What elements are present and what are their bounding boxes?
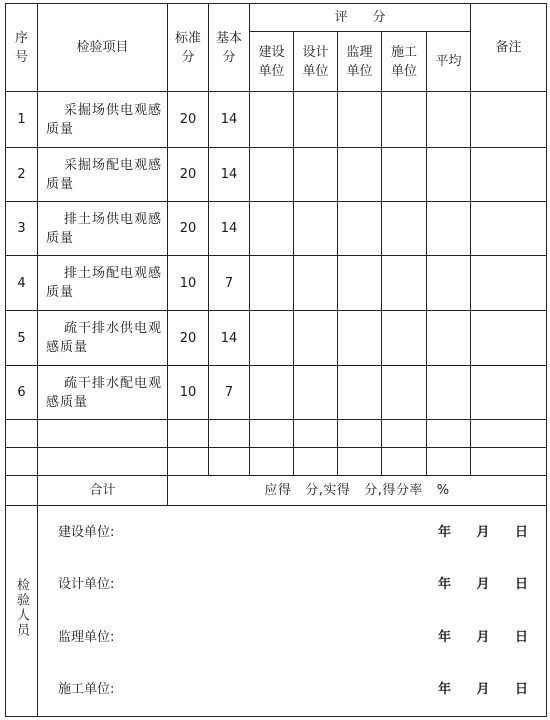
empty-row [6,448,547,476]
score-cell[interactable] [427,256,471,311]
row-base: 14 [209,92,250,148]
inspectors-row [6,506,547,717]
row-item [38,202,168,256]
empty-cell[interactable] [250,420,294,448]
header-scoring-text: 评 分 [334,10,386,25]
row-no: 1 [6,92,38,148]
score-cell[interactable] [294,148,338,202]
score-table [5,3,547,717]
row-no: 3 [6,202,38,256]
header-average: 平均 [427,32,471,92]
row-item [38,311,168,366]
row-base: 7 [209,256,250,311]
score-cell[interactable] [250,92,294,148]
row-std: 10 [168,256,209,311]
score-cell[interactable] [250,148,294,202]
empty-cell[interactable] [250,448,294,476]
month-label: 月 [476,629,490,645]
empty-cell[interactable] [38,448,168,476]
inspector-label: 监理单位: [58,629,115,645]
score-cell[interactable] [294,256,338,311]
header-seq [6,4,38,92]
score-cell[interactable] [294,366,338,420]
row-no: 5 [6,311,38,366]
inspector-lines [38,506,546,716]
empty-cell[interactable] [209,420,250,448]
row-item [38,92,168,148]
table-row [6,92,547,148]
score-cell[interactable] [427,366,471,420]
header-std-score [168,4,209,92]
row-item-text: 排土场配电观感质量 [46,266,163,300]
year-label: 年 [438,577,452,593]
header-unit-build-text: 建设单位 [258,44,285,79]
row-base: 14 [209,311,250,366]
score-cell[interactable] [427,202,471,256]
inspector-line-supervise[interactable] [38,611,546,664]
row-item-text: 排土场供电观感质量 [46,211,163,246]
year-label: 年 [438,629,452,645]
empty-cell[interactable] [427,420,471,448]
remark-cell[interactable] [471,366,547,420]
empty-cell[interactable] [209,448,250,476]
remark-cell[interactable] [471,311,547,366]
score-cell[interactable] [427,148,471,202]
empty-cell[interactable] [6,420,38,448]
row-std: 20 [168,202,209,256]
inspector-label: 建设单位: [58,524,115,540]
empty-cell[interactable] [168,420,209,448]
header-unit-supervise [338,32,382,92]
empty-cell[interactable] [427,448,471,476]
header-unit-construct [382,32,427,92]
score-cell[interactable] [427,92,471,148]
score-cell[interactable] [338,202,382,256]
table-row [6,366,547,420]
header-unit-design-text: 设计单位 [302,44,329,79]
month-label: 月 [476,577,490,593]
row-base: 14 [209,202,250,256]
total-summary [168,476,547,506]
inspector-label: 设计单位: [58,577,115,593]
remark-cell[interactable] [471,202,547,256]
day-label: 日 [514,577,528,593]
inspector-line-build[interactable] [38,506,546,559]
score-cell[interactable] [427,311,471,366]
row-std: 20 [168,311,209,366]
empty-cell[interactable] [38,420,168,448]
total-summary-text: 应得 分,实得 分,得分率 % [264,483,450,498]
remark-cell[interactable] [471,256,547,311]
header-base-score [209,4,250,92]
inspectors-side [6,506,38,717]
row-item [38,256,168,311]
header-unit-design [294,32,338,92]
empty-cell[interactable] [382,420,427,448]
header-base-score-text: 基本分 [215,30,242,65]
score-cell[interactable] [382,366,427,420]
inspector-line-construct[interactable] [38,664,546,717]
row-item [38,148,168,202]
table-row [6,148,547,202]
day-label: 日 [514,629,528,645]
header-unit-construct-text: 施工单位 [390,44,417,79]
row-item-text: 疏干排水配电观感质量 [46,375,163,410]
empty-cell[interactable] [338,448,382,476]
table-row [6,256,547,311]
inspectors-side-label: 检验人员 [14,578,29,638]
header-std-score-text: 标准分 [174,30,201,65]
row-no: 6 [6,366,38,420]
score-cell[interactable] [250,202,294,256]
score-cell[interactable] [382,92,427,148]
header-unit-supervise-text: 监理单位 [346,44,373,79]
inspector-line-design[interactable] [38,559,546,612]
table-row [6,311,547,366]
score-cell[interactable] [250,366,294,420]
score-cell[interactable] [338,256,382,311]
row-no: 4 [6,256,38,311]
score-cell[interactable] [338,92,382,148]
score-cell[interactable] [250,256,294,311]
row-base: 14 [209,148,250,202]
row-item [38,366,168,420]
table-row [6,202,547,256]
row-std: 20 [168,92,209,148]
header-scoring [250,4,471,32]
signature-date [438,523,546,542]
total-row [6,476,547,506]
score-cell[interactable] [294,311,338,366]
score-cell[interactable] [250,311,294,366]
inspector-label: 施工单位: [58,682,115,698]
signature-date [438,680,546,699]
score-cell[interactable] [382,256,427,311]
signature-date [438,575,546,594]
empty-cell[interactable] [471,448,547,476]
header-remark: 备注 [471,4,547,92]
row-no: 2 [6,148,38,202]
score-cell[interactable] [338,366,382,420]
empty-cell[interactable] [294,448,338,476]
remark-cell[interactable] [471,148,547,202]
inspectors-block [38,506,547,717]
year-label: 年 [438,524,452,540]
signature-date [438,628,546,647]
header-item: 检验项目 [38,4,168,92]
total-label: 合计 [38,476,168,506]
month-label: 月 [476,524,490,540]
year-label: 年 [438,682,452,698]
score-cell[interactable] [294,92,338,148]
day-label: 日 [514,524,528,540]
header-unit-build [250,32,294,92]
empty-cell[interactable] [294,420,338,448]
empty-cell[interactable] [6,448,38,476]
row-item-text: 采掘场供电观感质量 [46,102,163,137]
empty-cell[interactable] [471,420,547,448]
score-cell[interactable] [382,311,427,366]
row-std: 20 [168,148,209,202]
row-base: 7 [209,366,250,420]
row-item-text: 疏干排水供电观感质量 [46,321,163,355]
score-cell[interactable] [382,202,427,256]
empty-cell[interactable] [168,448,209,476]
day-label: 日 [514,682,528,698]
total-blank [6,476,38,506]
row-item-text: 采掘场配电观感质量 [46,157,163,192]
empty-cell[interactable] [382,448,427,476]
remark-cell[interactable] [471,92,547,148]
inspection-score-sheet [5,3,546,717]
score-cell[interactable] [338,148,382,202]
month-label: 月 [476,682,490,698]
empty-row [6,420,547,448]
score-cell[interactable] [382,148,427,202]
header-seq-text: 序号 [14,30,28,65]
row-std: 10 [168,366,209,420]
score-cell[interactable] [338,311,382,366]
score-cell[interactable] [294,202,338,256]
empty-cell[interactable] [338,420,382,448]
